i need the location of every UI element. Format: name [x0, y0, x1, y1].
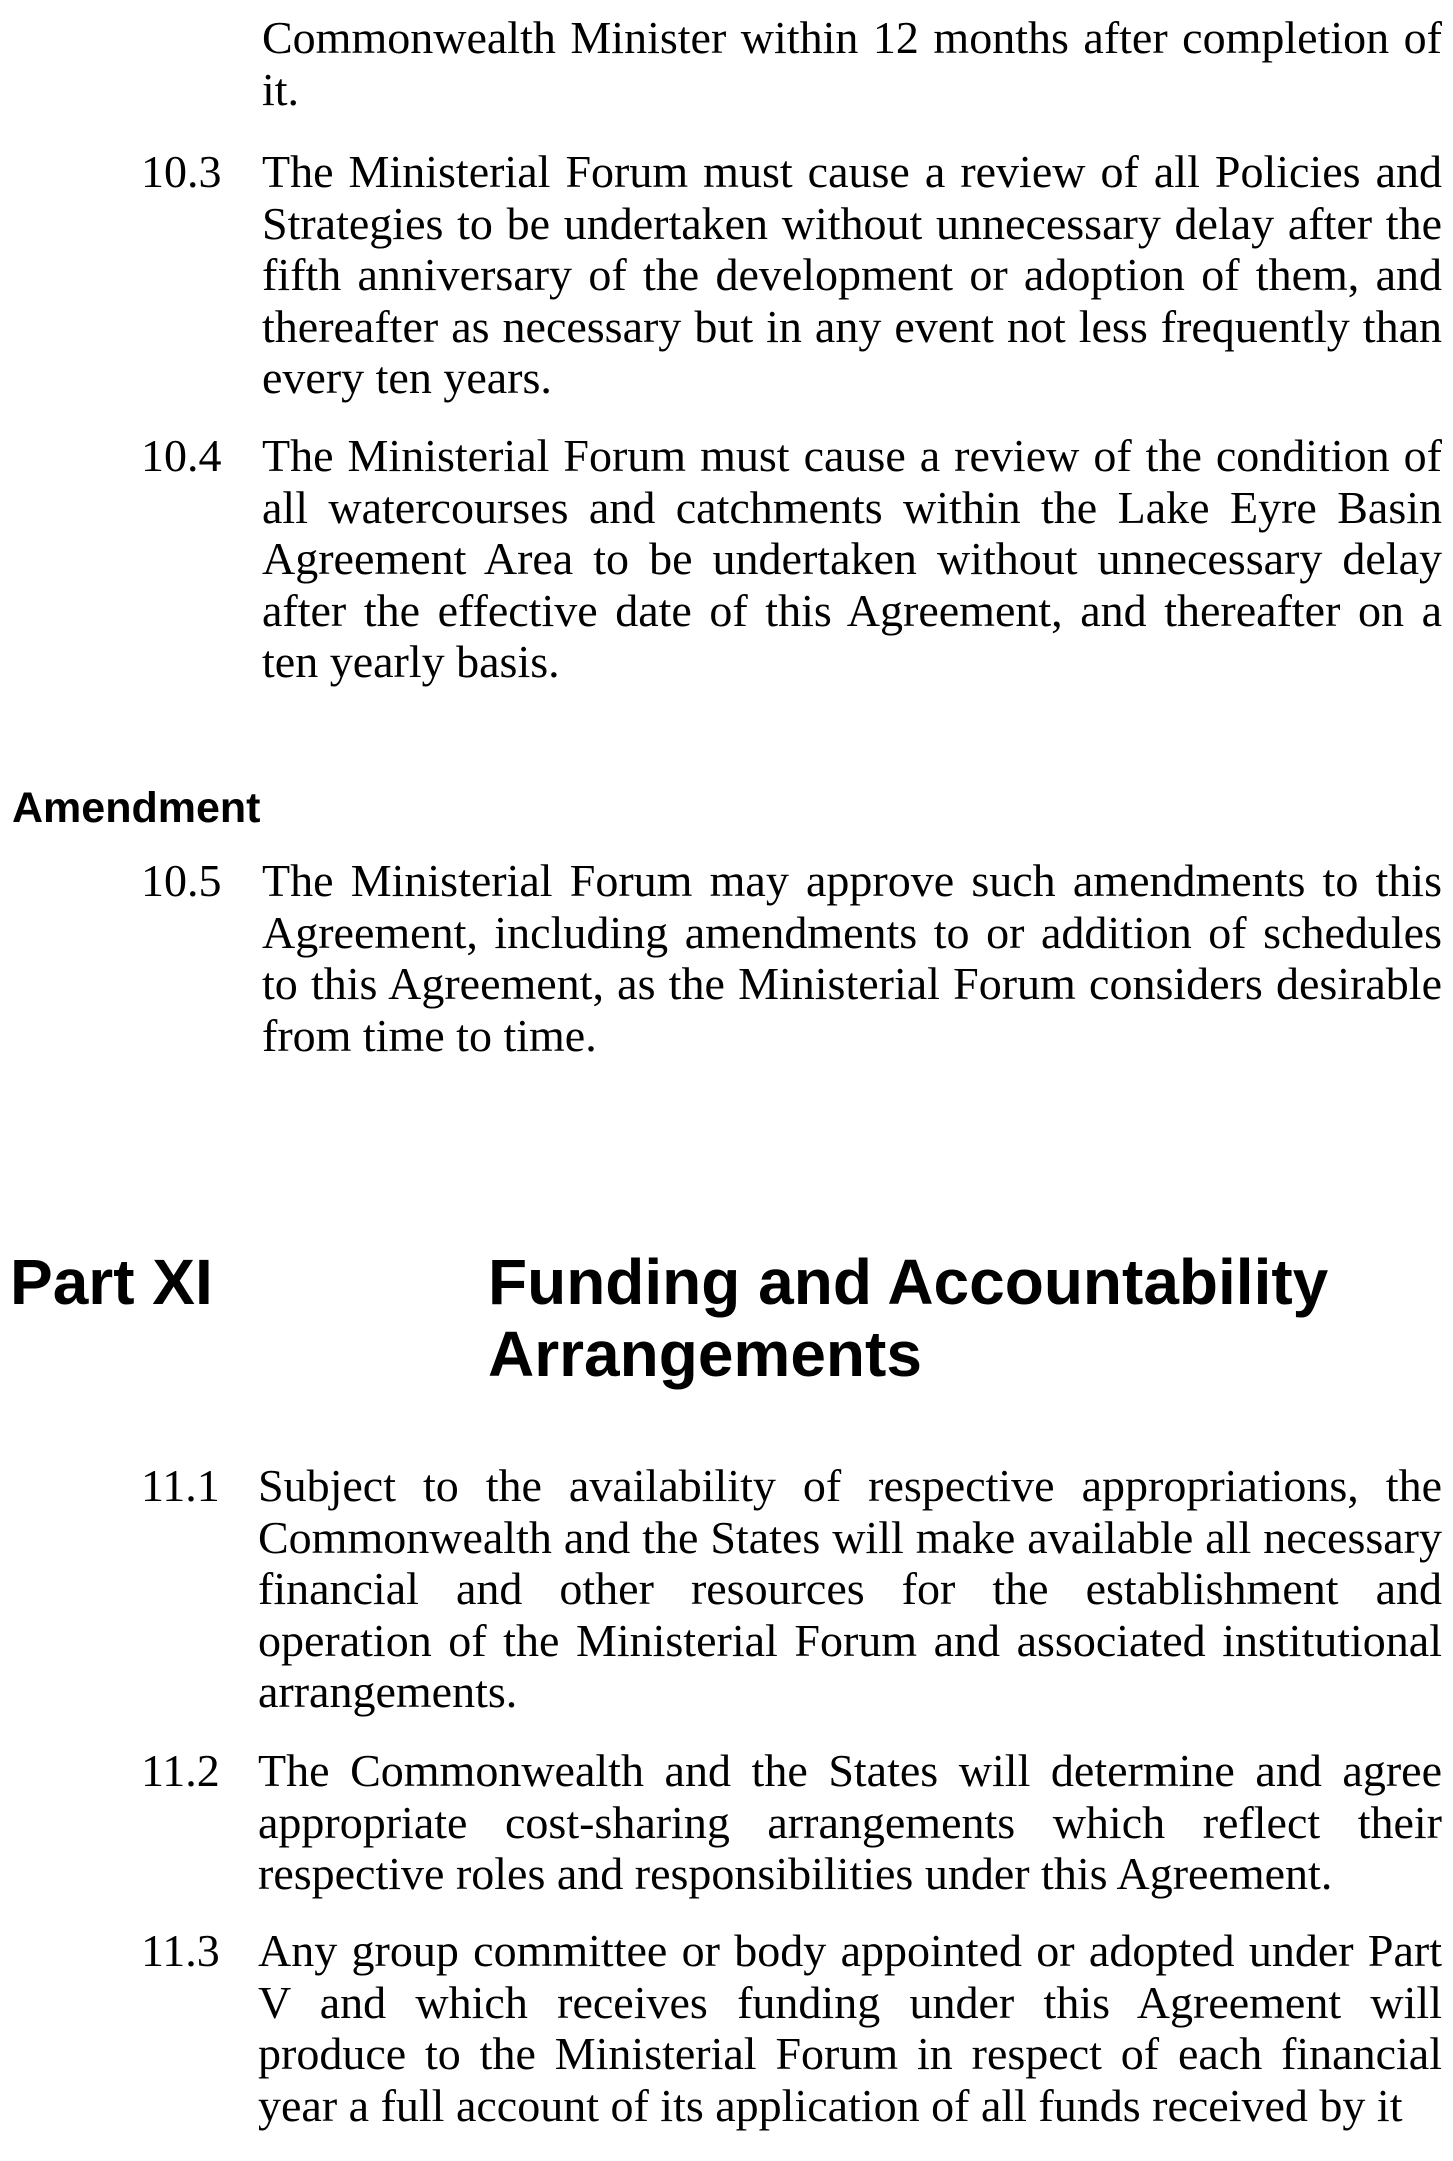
clause-text: Any group committee or body appointed or adopted under Part V and which receives funding under this Agreement will produce to the Ministerial Forum in respect of each financial year a full account of its application of all funds received by it [258, 1925, 1442, 2131]
clause-number: 11.3 [141, 1925, 220, 1976]
clause-number: 11.1 [141, 1460, 220, 1511]
clause-text: The Ministerial Forum must cause a review of all Policies and Strategies to be undertaken without unnecessary delay after the fifth anniversary of the development or adoption of them, and thereafter as necessary but in any event not less frequently than every ten years. [262, 146, 1442, 403]
clause-text: The Commonwealth and the States will determine and agree appropriate cost-sharing arrangements which reflect their respective roles and responsibilities under this Agreement. [258, 1745, 1442, 1899]
part-label: Part XI [10, 1246, 213, 1318]
clause-text: Subject to the availability of respective appropriations, the Commonwealth and the States will make available all necessary financial and other resources for the establishment and operation of the Ministerial Forum and associated institutional arrangements. [258, 1460, 1442, 1717]
part-title-line: Arrangements [488, 1318, 922, 1390]
clause-number: 11.2 [141, 1745, 220, 1796]
section-heading-amendment: Amendment [12, 784, 261, 832]
clause-number: 10.5 [141, 855, 222, 906]
part-title [488, 1246, 1328, 1390]
continuation-paragraph: Commonwealth Minister within 12 months after completion of it. [262, 12, 1442, 115]
part-title-line: Funding and Accountability [488, 1246, 1329, 1318]
clause-text: The Ministerial Forum may approve such amendments to this Agreement, including amendments to or addition of schedules to this Agreement, as the Ministerial Forum considers desirable from time to time. [262, 855, 1442, 1061]
clause-text: The Ministerial Forum must cause a review of the condition of all watercourses and catchments within the Lake Eyre Basin Agreement Area to be undertaken without unnecessary delay after the effective date of this Agreement, and thereafter on a ten yearly basis. [262, 430, 1442, 687]
clause-number: 10.3 [141, 146, 222, 197]
clause-number: 10.4 [141, 430, 222, 481]
